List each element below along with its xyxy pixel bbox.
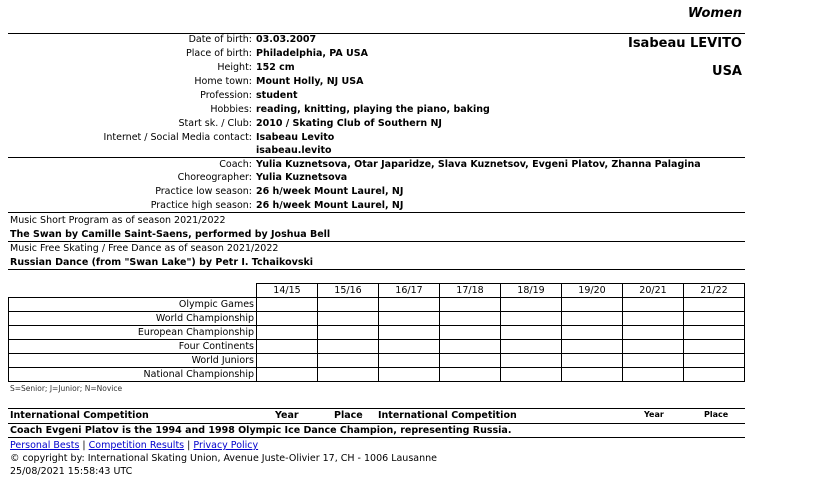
season-header: 17/18	[440, 284, 501, 298]
coaching-label: Practice low season:	[155, 186, 252, 197]
bio-value: 2010 / Skating Club of Southern NJ	[256, 118, 442, 129]
bio-label: Home town:	[194, 76, 252, 87]
season-header: 18/19	[501, 284, 562, 298]
bio-value: Isabeau Levito	[256, 132, 335, 143]
event-label: World Championship	[9, 312, 257, 326]
privacy-policy-link[interactable]: Privacy Policy	[193, 440, 259, 451]
event-label: Olympic Games	[9, 298, 257, 312]
music-short-value: The Swan by Camille Saint-Saens, performed by Joshua Bell	[10, 229, 331, 240]
bio-label: Height:	[217, 62, 252, 73]
footer-links	[10, 440, 258, 451]
season-header: 19/20	[562, 284, 623, 298]
table-corner	[9, 284, 257, 298]
divider	[8, 212, 745, 213]
table-row	[9, 354, 745, 368]
coaching-value: Yulia Kuznetsova, Otar Japaridze, Slava Kuznetsov, Evgeni Platov, Zhanna Palagina	[256, 159, 701, 170]
divider	[8, 157, 745, 158]
table-row	[9, 340, 745, 354]
event-label: World Juniors	[9, 354, 257, 368]
season-header: 15/16	[318, 284, 379, 298]
comp-header-place: Place	[334, 410, 363, 421]
table-row	[9, 368, 745, 382]
comp-header: International Competition	[10, 410, 149, 421]
bio-value: isabeau.levito	[256, 145, 332, 156]
bio-label: Start sk. / Club:	[178, 118, 252, 129]
coaching-label: Choreographer:	[177, 172, 252, 183]
event-label: National Championship	[9, 368, 257, 382]
timestamp: 25/08/2021 15:58:43 UTC	[10, 466, 133, 477]
event-label: Four Continents	[9, 340, 257, 354]
coaching-value: 26 h/week Mount Laurel, NJ	[256, 186, 404, 197]
season-header: 16/17	[379, 284, 440, 298]
bio-label: Hobbies:	[210, 104, 252, 115]
table-row	[9, 312, 745, 326]
athlete-country: USA	[712, 64, 742, 79]
bio-label: Profession:	[200, 90, 252, 101]
season-header: 14/15	[257, 284, 318, 298]
event-label: European Championship	[9, 326, 257, 340]
comp-header-year: Year	[644, 410, 664, 419]
bio-label: Place of birth:	[186, 48, 252, 59]
coaching-value: 26 h/week Mount Laurel, NJ	[256, 200, 404, 211]
copyright: © copyright by: International Skating Union, Avenue Juste-Olivier 17, CH - 1006 Lausanne	[10, 453, 437, 464]
category-title: Women	[687, 6, 742, 21]
coaching-label: Practice high season:	[150, 200, 252, 211]
comp-header-place: Place	[704, 410, 729, 419]
bio-value: 03.03.2007	[256, 34, 317, 45]
bio-value: Philadelphia, PA USA	[256, 48, 368, 59]
personal-bests-link[interactable]: Personal Bests	[10, 440, 80, 451]
comp-header: International Competition	[378, 410, 517, 421]
table-header-row	[9, 284, 745, 298]
bio-value: student	[256, 90, 298, 101]
bio-value: Mount Holly, NJ USA	[256, 76, 364, 87]
bio-label: Date of birth:	[188, 34, 252, 45]
divider	[8, 241, 745, 242]
divider	[8, 269, 745, 270]
legend: S=Senior; J=Junior; N=Novice	[10, 384, 123, 393]
comp-header-year: Year	[275, 410, 299, 421]
divider	[8, 408, 745, 409]
link-separator: |	[82, 440, 86, 451]
music-free-value: Russian Dance (from "Swan Lake") by Petr I. Tchaikovski	[10, 257, 314, 268]
music-free-label: Music Free Skating / Free Dance as of season 2021/2022	[10, 243, 279, 254]
coaching-label: Coach:	[219, 159, 252, 170]
bio-value: reading, knitting, playing the piano, baking	[256, 104, 490, 115]
season-header: 21/22	[684, 284, 745, 298]
link-separator: |	[187, 440, 191, 451]
bio-label: Internet / Social Media contact:	[103, 132, 252, 143]
coaching-value: Yulia Kuznetsova	[256, 172, 348, 183]
divider	[8, 423, 745, 424]
music-short-label: Music Short Program as of season 2021/2022	[10, 215, 226, 226]
athlete-name: Isabeau LEVITO	[627, 36, 742, 51]
table-row	[9, 298, 745, 312]
competition-results-link[interactable]: Competition Results	[88, 440, 185, 451]
table-row	[9, 326, 745, 340]
coach-note: Coach Evgeni Platov is the 1994 and 1998 Olympic Ice Dance Champion, representing Russia.	[10, 425, 512, 436]
divider	[8, 437, 745, 438]
bio-value: 152 cm	[256, 62, 295, 73]
season-header: 20/21	[623, 284, 684, 298]
results-table	[8, 283, 745, 382]
